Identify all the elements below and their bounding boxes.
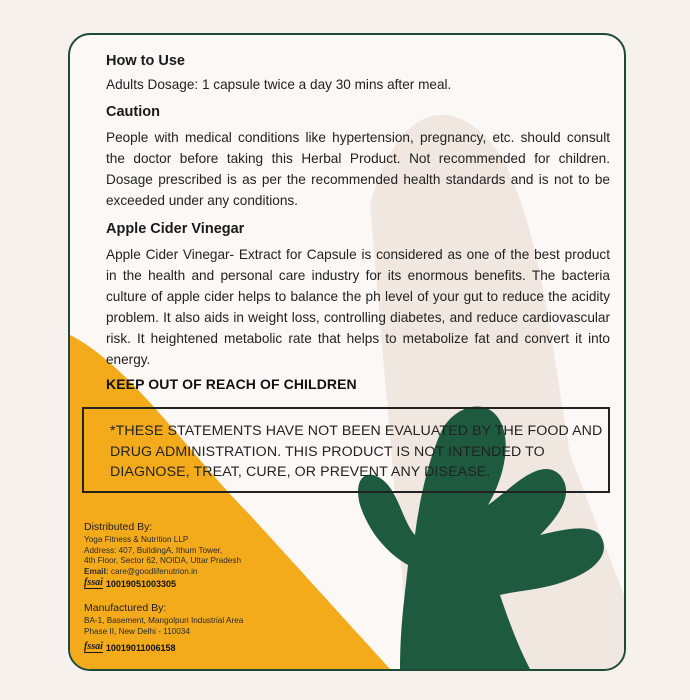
caution-text: People with medical conditions like hypertension, pregnancy, etc. should consult the doctor before taking this Herbal Product. Not recommended for children. Dosage prescribed is as per the recommended health standards and is not to be exceeded under any conditions. (106, 130, 610, 208)
distributor-line: 4th Floor, Sector 62, NOIDA, Uttar Pradesh (84, 556, 241, 565)
distributor-heading: Distributed By: (84, 521, 153, 533)
caution-section (106, 104, 610, 211)
distributor-line: Yoga Fitness & Nutrition LLP (84, 535, 189, 544)
email-label: Email: (84, 566, 109, 576)
distributor-email (84, 567, 284, 578)
apple-cider-text: Apple Cider Vinegar- Extract for Capsule is considered as one of the best product in the health and personal care industry for its enormous benefits. The bacteria culture of apple cider helps to balance the ph level of your gut to reduce the acidity problem. It also aids in weight loss, controlling diabetes, and reduce cardiovascular risk. It heightened metabolic rate that helps to metabolize fat and convert it into energy. (106, 247, 610, 367)
apple-cider-section (106, 221, 610, 370)
label-panel (68, 33, 626, 671)
apple-cider-heading: Apple Cider Vinegar (106, 221, 245, 237)
disclaimer-box (82, 407, 610, 493)
fssai-logo: fssai (84, 577, 103, 588)
fssai-logo: fssai (84, 641, 103, 652)
fssai-number: 10019051003305 (105, 578, 176, 589)
keep-out-warning: KEEP OUT OF REACH OF CHILDREN (106, 376, 357, 392)
disclaimer-text: *THESE STATEMENTS HAVE NOT BEEN EVALUATED BY THE FOOD AND DRUG ADMINISTRATION. THIS PRODUCT IS NOT INTENDED TO DIAGNOSE, TREAT, CURE, OR PREVENT ANY DISEASE. (110, 423, 603, 480)
caution-heading: Caution (106, 104, 160, 120)
manufacturer-line: Phase II, New Delhi - 110034 (84, 626, 190, 636)
manufacturer-fssai (84, 642, 304, 653)
manufacturer-heading: Manufactured By: (84, 602, 167, 614)
manufacturer-section (84, 602, 304, 653)
fssai-number: 10019011006158 (105, 642, 176, 653)
dosage-text: Adults Dosage: 1 capsule twice a day 30 mins after meal. (106, 77, 452, 92)
email-value: care@goodlifenutrion.in (110, 566, 198, 576)
manufacturer-line: BA-1, Basement, Mangolpuri Industrial Area (84, 616, 244, 625)
how-to-use-section (106, 53, 616, 95)
distributor-line: Address: 407, BuildingA, Ithum Tower, (84, 545, 223, 555)
distributor-section (84, 521, 284, 589)
how-to-use-heading: How to Use (106, 53, 185, 69)
distributor-fssai (84, 578, 284, 589)
